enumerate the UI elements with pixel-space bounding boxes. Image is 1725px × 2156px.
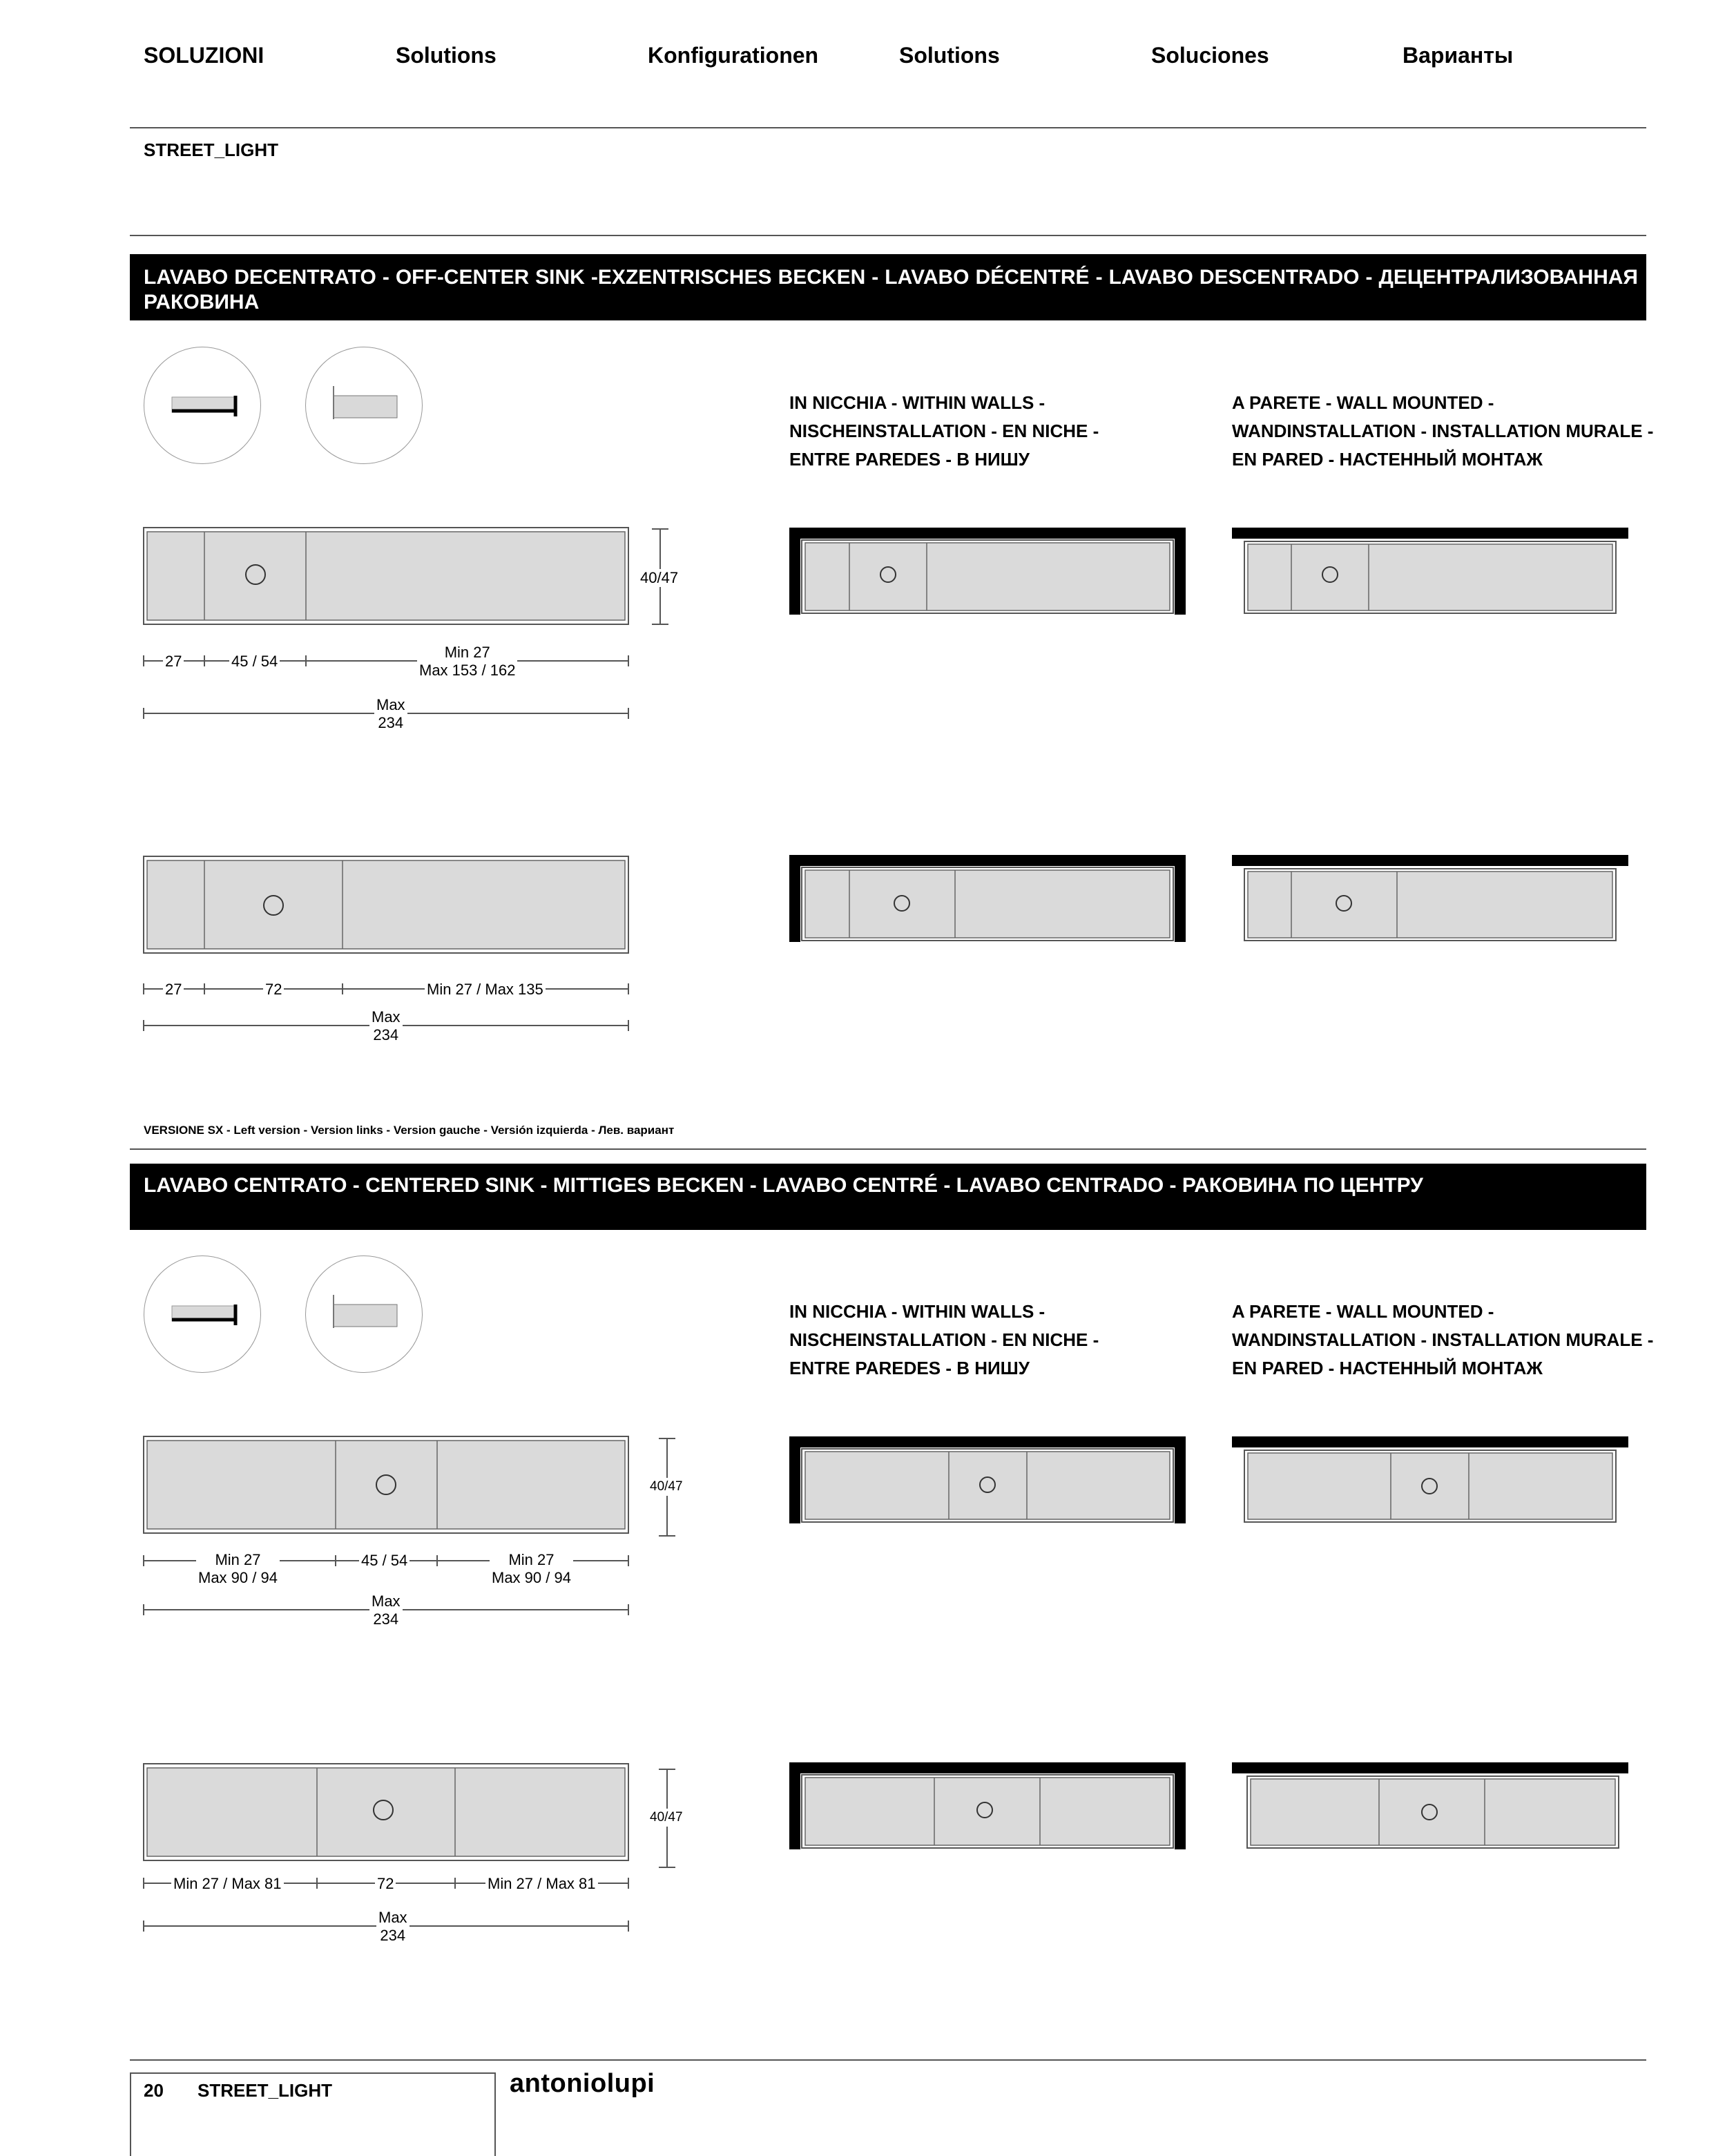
wall-install-label: A PARETE - WALL MOUNTED - WANDINSTALLATION - INSTALLATION MURALE - EN PARED - НАСТЕННЫЙ МОНТАЖ (1232, 392, 1654, 470)
dim-right: Min 27 / Max 135 (425, 981, 546, 999)
wall-install-label: A PARETE - WALL MOUNTED - WANDINSTALLATION - INSTALLATION MURALE - EN PARED - НАСТЕННЫЙ МОНТАЖ (1232, 1301, 1654, 1378)
dim-sink: 45 / 54 (359, 1552, 409, 1570)
dim-right: Min 27 / Max 81 (485, 1875, 598, 1893)
dim-left: 27 (163, 653, 184, 671)
page-number: 20 (144, 2080, 164, 2101)
dim-total: Max 234 (374, 696, 407, 732)
header-lang-es: Soluciones (1151, 43, 1269, 68)
header-lang-it: SOLUZIONI (144, 43, 264, 68)
dim-depth: 40/47 (648, 1809, 685, 1827)
dim-left: Min 27 Max 90 / 94 (196, 1551, 280, 1587)
dim-total: Max 234 (369, 1592, 403, 1628)
product-name: STREET_LIGHT (144, 139, 279, 160)
dim-sink: 72 (375, 1875, 396, 1893)
plan-off-center-1 (144, 528, 668, 719)
wall-off-center-2 (1232, 855, 1628, 941)
dim-sink: 45 / 54 (229, 653, 280, 671)
header-lang-en: Solutions (396, 43, 497, 68)
header-lang-ru: Варианты (1403, 43, 1514, 68)
section-title-centered: LAVABO CENTRATO - CENTERED SINK - MITTIGES BECKEN - LAVABO CENTRÉ - LAVABO CENTRADO - РАКОВИНА ПО ЦЕНТРУ (130, 1164, 1646, 1230)
dim-depth: 40/47 (638, 569, 680, 587)
sink-side-view-icon (306, 1256, 423, 1374)
wall-off-center-1 (1232, 528, 1628, 613)
icon-side-view (305, 1255, 423, 1373)
dim-total: Max 234 (376, 1909, 409, 1945)
niche-centered-1 (789, 1436, 1186, 1523)
plan-centered-2 (144, 1764, 675, 1932)
header-lang-fr: Solutions (899, 43, 1000, 68)
dim-right: Min 27 Max 90 / 94 (490, 1551, 573, 1587)
niche-off-center-1 (789, 528, 1186, 615)
plan-centered-1 (144, 1436, 675, 1615)
niche-install-label: IN NICCHIA - WITHIN WALLS - NISCHEINSTALLATION - EN NICHE - ENTRE PAREDES - В НИШУ (789, 392, 1099, 470)
niche-install-label: IN NICCHIA - WITHIN WALLS - NISCHEINSTALLATION - EN NICHE - ENTRE PAREDES - В НИШУ (789, 1301, 1099, 1378)
wall-centered-1 (1232, 1436, 1628, 1522)
niche-centered-2 (789, 1762, 1186, 1849)
dim-total: Max 234 (369, 1008, 403, 1044)
footer-product: STREET_LIGHT (197, 2080, 333, 2101)
sink-top-view-icon (144, 1256, 262, 1374)
dim-left: Min 27 / Max 81 (171, 1875, 284, 1893)
section-title-off-center: LAVABO DECENTRATO - OFF-CENTER SINK -EXZENTRISCHES BECKEN - LAVABO DÉCENTRÉ - LAVABO DESCENTRADO - ДЕЦЕНТРАЛИЗОВАННАЯ РАКОВИНА (130, 254, 1646, 320)
wall-centered-2 (1232, 1762, 1628, 1848)
icon-top-view (144, 1255, 261, 1373)
dim-depth: 40/47 (648, 1478, 685, 1496)
footer-divider (130, 2059, 1646, 2061)
plan-off-center-2 (144, 856, 628, 1031)
section-divider (130, 1148, 1646, 1150)
left-version-note: VERSIONE SX - Left version - Version links - Version gauche - Versión izquierda - Лев. вариант (144, 1124, 675, 1137)
header-lang-de: Konfigurationen (648, 43, 819, 68)
dim-left: 27 (163, 981, 184, 999)
niche-off-center-2 (789, 855, 1186, 942)
dim-sink: 72 (263, 981, 284, 999)
dim-right: Min 27 Max 153 / 162 (417, 644, 517, 680)
brand-logo: antoniolupi (510, 2069, 655, 2098)
